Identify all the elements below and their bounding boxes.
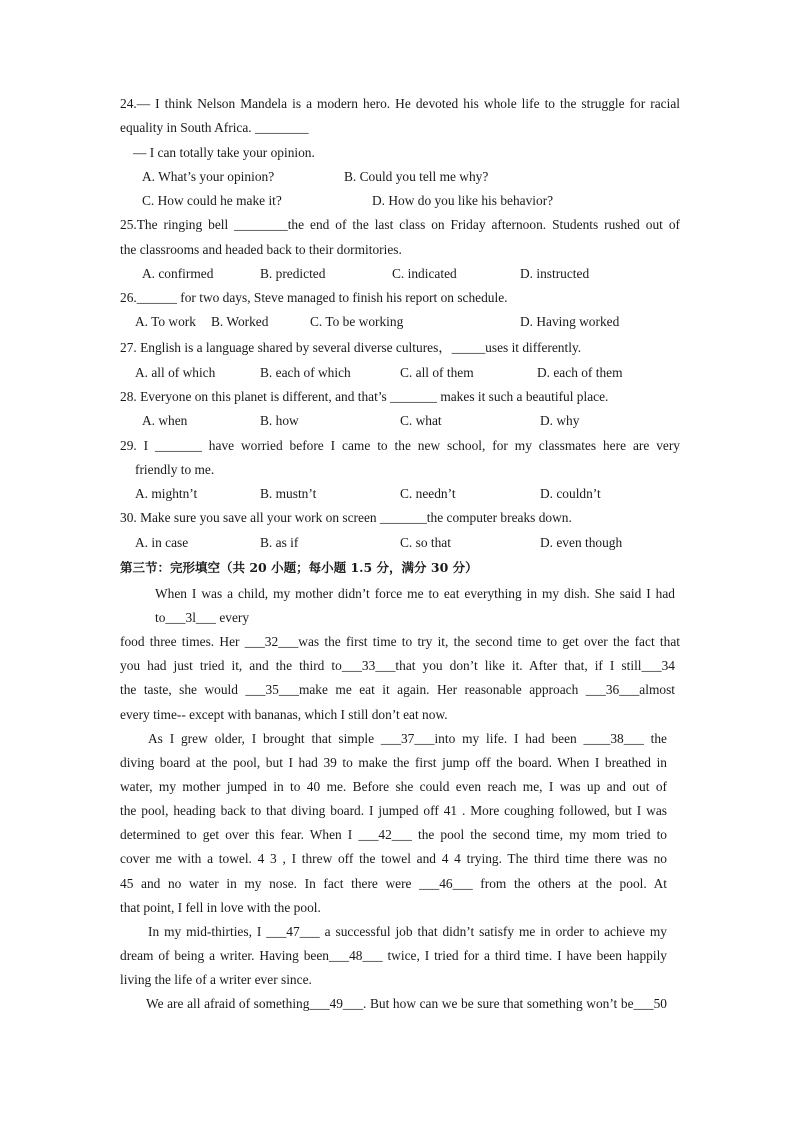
q25-option-a: A. confirmed	[142, 266, 214, 281]
q27-option-a: A. all of which	[135, 365, 216, 380]
q27-option-b: B. each of which	[260, 365, 351, 380]
cloze-line: diving board at the pool, but I had 39 to make the first jump off the board. When I breathed in	[120, 755, 667, 770]
cloze-line: water, my mother jumped in to 40 me. Before she could even reach me, I was up and out of	[120, 779, 667, 794]
q24-line1: 24.— I think Nelson Mandela is a modern hero. He devoted his whole life to the struggle for racial	[120, 96, 680, 111]
q30-option-a: A. in case	[135, 535, 189, 550]
cloze-line: food three times. Her ___32___was the first time to try it, the second time to get over the fact that	[120, 634, 680, 649]
q25-line1: 25.The ringing bell ________the end of the last class on Friday afternoon. Students rushed out of	[120, 217, 680, 232]
q24-line2: equality in South Africa. ________	[120, 120, 309, 135]
q26-line1: 26.______ for two days, Steve managed to finish his report on schedule.	[120, 290, 508, 305]
q24-option-d: D. How do you like his behavior?	[372, 193, 554, 208]
q29-option-a: A. mightn’t	[135, 486, 198, 501]
q26-option-b: B. Worked	[211, 314, 269, 329]
q27-option-d: D. each of them	[537, 365, 623, 380]
q30-option-b: B. as if	[260, 535, 299, 550]
q30-option-d: D. even though	[540, 535, 623, 550]
q24-response: — I can totally take your opinion.	[133, 145, 315, 160]
q29-option-b: B. mustn’t	[260, 486, 317, 501]
cloze-line: In my mid-thirties, I ___47___ a successful job that didn’t satisfy me in order to achieve my	[148, 924, 667, 939]
q28-option-a: A. when	[142, 413, 188, 428]
cloze-line: you had just tried it, and the third to___33___that you don’t like it. After that, if I still___34	[120, 658, 675, 673]
q28-option-b: B. how	[260, 413, 299, 428]
cloze-line: to___3l___ every	[155, 610, 250, 625]
q30-option-c: C. so that	[400, 535, 451, 550]
cloze-line: every time-- except with bananas, which I still don’t eat now.	[120, 707, 448, 722]
q25-option-c: C. indicated	[392, 266, 457, 281]
cloze-line: When I was a child, my mother didn’t force me to eat everything in my dish. She said I had	[155, 586, 675, 601]
q24-option-c: C. How could he make it?	[142, 193, 282, 208]
q25-option-b: B. predicted	[260, 266, 326, 281]
q24-option-a: A. What’s your opinion?	[142, 169, 275, 184]
q26-option-c: C. To be working	[310, 314, 404, 329]
cloze-line: dream of being a writer. Having been___48___ twice, I tried for a third time. I have been happily	[120, 948, 667, 963]
q25-line2: the classrooms and headed back to their dormitories.	[120, 242, 402, 257]
q25-option-d: D. instructed	[520, 266, 590, 281]
cloze-line: cover me with a towel. 4 3 , I threw off the towel and 4 4 trying. The third time there was no	[120, 851, 667, 866]
cloze-line: We are all afraid of something___49___. But how can we be sure that something won’t be___50	[146, 996, 667, 1011]
q26-option-d: D. Having worked	[520, 314, 620, 329]
cloze-line: the taste, she would ___35___make me eat it again. Her reasonable approach ___36___almost	[120, 682, 675, 697]
q29-option-c: C. needn’t	[400, 486, 456, 501]
q26-option-a: A. To work	[135, 314, 196, 329]
cloze-line: that point, I fell in love with the pool.	[120, 900, 321, 915]
cloze-line: determined to get over this fear. When I ___42___ the pool the second time, my mom tried to	[120, 827, 667, 842]
q28-option-c: C. what	[400, 413, 442, 428]
cloze-line: living the life of a writer ever since.	[120, 972, 312, 987]
q29-line2: friendly to me.	[135, 462, 215, 477]
q27-line1: 27. English is a language shared by several diverse cultures，_____uses it differently.	[120, 340, 582, 355]
q29-line1: 29. I _______ have worried before I came to the new school, for my classmates here are very	[120, 438, 680, 453]
cloze-line: the pool, heading back to that diving board. I jumped off 41 . More coughing followed, but I was	[120, 803, 667, 818]
q27-option-c: C. all of them	[400, 365, 474, 380]
cloze-line: 45 and no water in my nose. In fact there were ___46___ from the others at the pool. At	[120, 876, 667, 891]
cloze-line: As I grew older, I brought that simple ___37___into my life. I had been ____38___ the	[148, 731, 667, 746]
q28-line1: 28. Everyone on this planet is different, and that’s _______ makes it such a beautiful place.	[120, 389, 609, 404]
q29-option-d: D. couldn’t	[540, 486, 601, 501]
q28-option-d: D. why	[540, 413, 580, 428]
q30-line1: 30. Make sure you save all your work on screen _______the computer breaks down.	[120, 510, 572, 525]
q24-option-b: B. Could you tell me why?	[344, 169, 489, 184]
section-heading: 第三节：完形填空（共 20 小题；每小题 1.5 分，满分 30 分）	[120, 560, 478, 575]
